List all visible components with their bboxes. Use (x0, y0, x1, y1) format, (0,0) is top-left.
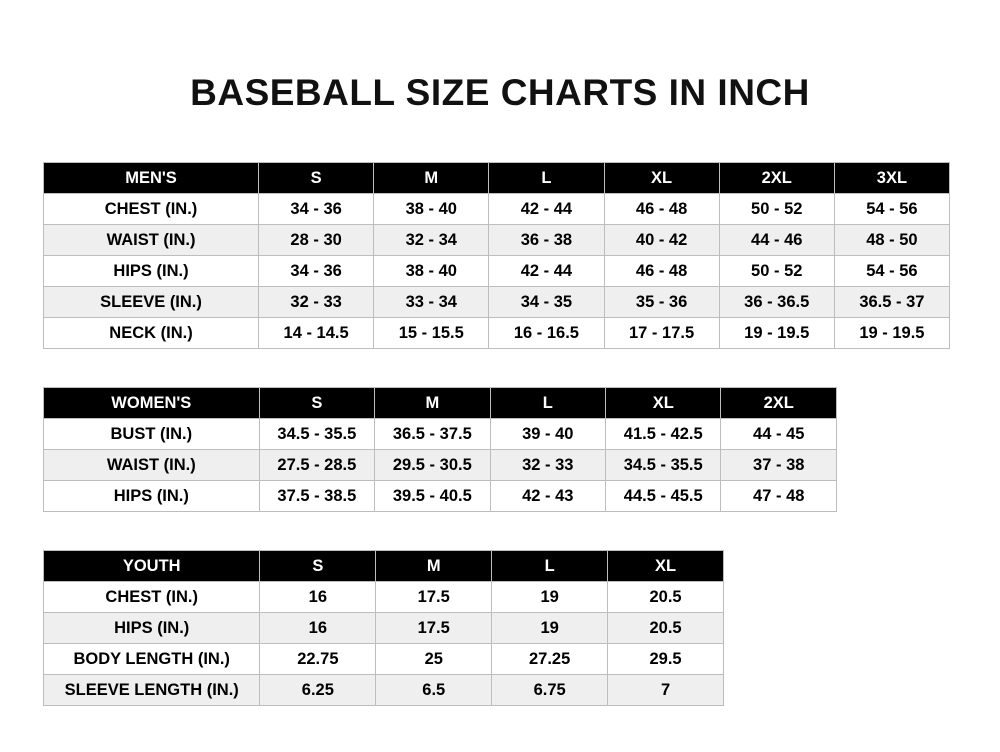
table-cell: 44 - 46 (719, 225, 834, 256)
table-cell: 32 - 33 (490, 450, 605, 481)
column-header: 2XL (721, 388, 837, 419)
column-header: YOUTH (44, 551, 260, 582)
table-cell: 15 - 15.5 (374, 318, 489, 349)
table-cell: 36.5 - 37 (834, 287, 949, 318)
table-cell: 42 - 44 (489, 256, 604, 287)
table-cell: 27.25 (492, 644, 608, 675)
row-label: HIPS (IN.) (44, 613, 260, 644)
table-cell: 41.5 - 42.5 (606, 419, 721, 450)
table-cell: 36 - 36.5 (719, 287, 834, 318)
table-cell: 36 - 38 (489, 225, 604, 256)
table-cell: 16 (260, 582, 376, 613)
column-header: L (492, 551, 608, 582)
table-row (44, 481, 837, 512)
row-label: NECK (IN.) (44, 318, 259, 349)
row-label: WAIST (IN.) (44, 225, 259, 256)
table-cell: 46 - 48 (604, 194, 719, 225)
column-header: XL (604, 163, 719, 194)
table-cell: 20.5 (608, 613, 724, 644)
table-cell: 34.5 - 35.5 (606, 450, 721, 481)
table-cell: 25 (376, 644, 492, 675)
column-header: S (260, 551, 376, 582)
table-cell: 29.5 - 30.5 (375, 450, 490, 481)
table-cell: 37.5 - 38.5 (259, 481, 374, 512)
table-row (44, 450, 837, 481)
column-header: 2XL (719, 163, 834, 194)
column-header: 3XL (834, 163, 949, 194)
table-cell: 28 - 30 (259, 225, 374, 256)
table-row (44, 644, 724, 675)
table-cell: 35 - 36 (604, 287, 719, 318)
table-cell: 22.75 (260, 644, 376, 675)
table-cell: 38 - 40 (374, 256, 489, 287)
table-cell: 7 (608, 675, 724, 706)
table-cell: 50 - 52 (719, 256, 834, 287)
table-cell: 40 - 42 (604, 225, 719, 256)
column-header: MEN'S (44, 163, 259, 194)
table-cell: 19 - 19.5 (719, 318, 834, 349)
table-row (44, 194, 950, 225)
table-header-row (44, 163, 950, 194)
row-label: BODY LENGTH (IN.) (44, 644, 260, 675)
table-cell: 16 (260, 613, 376, 644)
table-cell: 47 - 48 (721, 481, 837, 512)
table-cell: 33 - 34 (374, 287, 489, 318)
table-cell: 38 - 40 (374, 194, 489, 225)
column-header: L (489, 163, 604, 194)
table-cell: 19 - 19.5 (834, 318, 949, 349)
column-header: S (259, 388, 374, 419)
table-cell: 46 - 48 (604, 256, 719, 287)
table-cell: 42 - 44 (489, 194, 604, 225)
column-header: XL (606, 388, 721, 419)
table-cell: 19 (492, 613, 608, 644)
column-header: WOMEN'S (44, 388, 260, 419)
table-cell: 34 - 35 (489, 287, 604, 318)
table-row (44, 225, 950, 256)
table-cell: 17.5 (376, 613, 492, 644)
row-label: HIPS (IN.) (44, 256, 259, 287)
table-cell: 42 - 43 (490, 481, 605, 512)
table-cell: 6.75 (492, 675, 608, 706)
table-row (44, 318, 950, 349)
table-cell: 39.5 - 40.5 (375, 481, 490, 512)
table-cell: 44 - 45 (721, 419, 837, 450)
row-label: HIPS (IN.) (44, 481, 260, 512)
table-row (44, 256, 950, 287)
table-cell: 16 - 16.5 (489, 318, 604, 349)
table-cell: 44.5 - 45.5 (606, 481, 721, 512)
column-header: M (374, 163, 489, 194)
table-row (44, 287, 950, 318)
table-cell: 32 - 34 (374, 225, 489, 256)
column-header: XL (608, 551, 724, 582)
row-label: BUST (IN.) (44, 419, 260, 450)
table-cell: 29.5 (608, 644, 724, 675)
table-cell: 48 - 50 (834, 225, 949, 256)
tables-container (0, 162, 1000, 706)
table-cell: 32 - 33 (259, 287, 374, 318)
table-cell: 54 - 56 (834, 194, 949, 225)
row-label: CHEST (IN.) (44, 194, 259, 225)
mens-size-table (43, 162, 950, 349)
womens-size-table (43, 387, 837, 512)
table-cell: 27.5 - 28.5 (259, 450, 374, 481)
table-row (44, 613, 724, 644)
table-cell: 50 - 52 (719, 194, 834, 225)
column-header: L (490, 388, 605, 419)
table-cell: 34 - 36 (259, 256, 374, 287)
page-title: BASEBALL SIZE CHARTS IN INCH (190, 72, 810, 113)
table-cell: 17 - 17.5 (604, 318, 719, 349)
table-cell: 17.5 (376, 582, 492, 613)
table-header-row (44, 388, 837, 419)
column-header: S (259, 163, 374, 194)
table-cell: 20.5 (608, 582, 724, 613)
row-label: WAIST (IN.) (44, 450, 260, 481)
youth-size-table (43, 550, 724, 706)
table-cell: 36.5 - 37.5 (375, 419, 490, 450)
row-label: SLEEVE (IN.) (44, 287, 259, 318)
column-header: M (376, 551, 492, 582)
row-label: SLEEVE LENGTH (IN.) (44, 675, 260, 706)
table-row (44, 675, 724, 706)
table-cell: 39 - 40 (490, 419, 605, 450)
table-cell: 6.5 (376, 675, 492, 706)
table-cell: 34.5 - 35.5 (259, 419, 374, 450)
table-cell: 54 - 56 (834, 256, 949, 287)
table-cell: 19 (492, 582, 608, 613)
table-header-row (44, 551, 724, 582)
column-header: M (375, 388, 490, 419)
table-row (44, 582, 724, 613)
table-cell: 34 - 36 (259, 194, 374, 225)
table-cell: 14 - 14.5 (259, 318, 374, 349)
table-cell: 37 - 38 (721, 450, 837, 481)
table-cell: 6.25 (260, 675, 376, 706)
table-row (44, 419, 837, 450)
row-label: CHEST (IN.) (44, 582, 260, 613)
